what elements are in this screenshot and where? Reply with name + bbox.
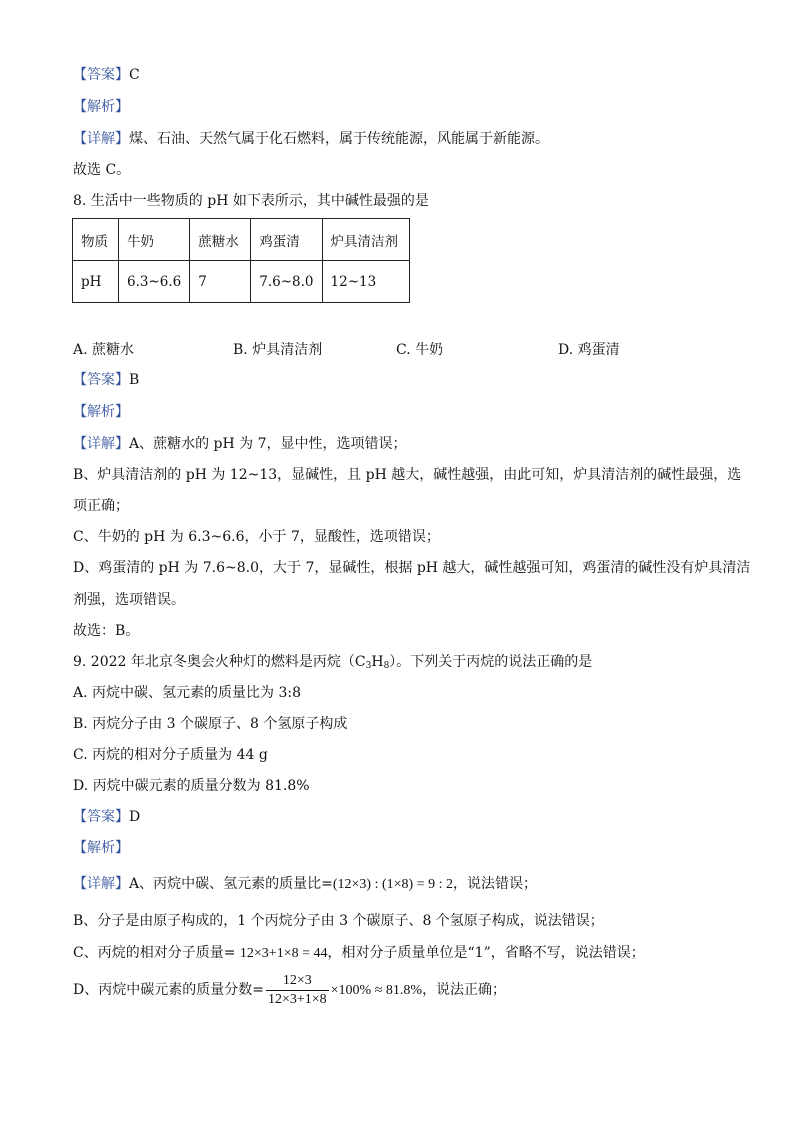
detail-line-q9-b: B、分子是由原子构成的，1 个丙烷分子由 3 个碳原子、8 个氢原子构成，说法错误； [73, 913, 604, 929]
detail-text: ，说法错误； [452, 876, 537, 892]
analysis-label: 【解析】 [73, 404, 129, 420]
detail-text: 煤、石油、天然气属于化石燃料，属于传统能源，风能属于新能源。 [129, 131, 549, 147]
detail-line-q9-a [73, 874, 537, 895]
detail-text: ，相对分子质量单位是“1”，省略不写，说法错误； [327, 945, 645, 961]
detail-label: 【详解】 [73, 436, 129, 452]
formula: ×100% ≈ 81.8% [330, 983, 423, 998]
detail-line-q9-d [73, 970, 506, 1011]
table-cell: 蔗糖水 [190, 219, 251, 261]
detail-line-q8-d: D、鸡蛋清的 pH 为 7.6~8.0，大于 7，显碱性，根据 pH 越大，碱性越强可知，鸡蛋清的碱性没有炉具清洁 [73, 560, 751, 576]
stem-text: H [371, 654, 384, 670]
answer-value: D [129, 809, 141, 825]
ph-table [72, 218, 410, 303]
detail-text: A、蔗糖水的 pH 为 7，显中性，选项错误； [129, 436, 407, 452]
answer-label: 【答案】 [73, 372, 129, 388]
table-header-row [73, 219, 410, 261]
fraction-numerator: 12×3 [266, 972, 329, 991]
table-cell: pH [73, 261, 119, 303]
table-cell: 7 [190, 261, 251, 303]
stem-text: ）。下列关于丙烷的说法正确的是 [389, 654, 593, 670]
fraction-denominator: 12×3+1×8 [267, 991, 327, 1007]
answer-line-q9 [73, 807, 140, 827]
detail-line-q9-c [73, 943, 645, 964]
detail-line-q8-c: C、牛奶的 pH 为 6.3~6.6，小于 7，显酸性，选项错误； [73, 529, 440, 545]
answer-line-q8 [73, 370, 139, 390]
q9-option-a: A. 丙烷中碳、氢元素的质量比为 3:8 [73, 685, 301, 701]
detail-label: 【详解】 [73, 131, 129, 147]
option-b: B. 炉具清洁剂 [233, 342, 323, 358]
subscript: 3 [365, 661, 372, 671]
answer-value: C [129, 67, 140, 83]
table-cell: 炉具清洁剂 [322, 219, 409, 261]
table-row [73, 261, 410, 303]
detail-text: ，说法正确； [422, 982, 507, 998]
table-cell: 6.3~6.6 [119, 261, 190, 303]
answer-label: 【答案】 [73, 809, 129, 825]
table-cell: 物质 [73, 219, 119, 261]
stem-text: 9. 2022 年北京冬奥会火种灯的燃料是丙烷（C [73, 654, 366, 670]
detail-line-q8-a [73, 434, 407, 454]
detail-label: 【详解】 [73, 876, 129, 892]
detail-text: D、丙烷中碳元素的质量分数= [73, 982, 264, 998]
table-cell: 牛奶 [119, 219, 190, 261]
conclusion-q8: 故选：B。 [73, 623, 140, 639]
detail-line-q8-b: B、炉具清洁剂的 pH 为 12~13，显碱性，且 pH 越大，碱性越强，由此可知，炉具清洁剂的碱性最强，选 [73, 467, 742, 483]
answer-line-q7 [73, 65, 140, 85]
detail-text: A、丙烷中碳、氢元素的质量比= [129, 876, 333, 892]
detail-line-q7 [73, 129, 549, 149]
option-d: D. 鸡蛋清 [558, 342, 620, 358]
conclusion-q7: 故选 C。 [73, 162, 131, 178]
q9-option-d: D. 丙烷中碳元素的质量分数为 81.8% [73, 778, 310, 794]
q9-option-c: C. 丙烷的相对分子质量为 44 g [73, 747, 268, 763]
table-cell: 鸡蛋清 [251, 219, 322, 261]
question-9-stem [73, 652, 592, 676]
answer-value: B [129, 372, 140, 388]
analysis-label: 【解析】 [73, 840, 129, 856]
fraction [266, 972, 329, 1009]
q9-option-b: B. 丙烷分子由 3 个碳原子、8 个氢原子构成 [73, 716, 348, 732]
subscript: 8 [383, 661, 390, 671]
table-cell: 12~13 [322, 261, 409, 303]
option-c: C. 牛奶 [396, 342, 444, 358]
detail-line-q8-b-cont: 项正确； [73, 498, 129, 514]
question-8-stem: 8. 生活中一些物质的 pH 如下表所示，其中碱性最强的是 [73, 193, 429, 209]
option-a: A. 蔗糖水 [73, 342, 135, 358]
detail-text: C、丙烷的相对分子质量= [73, 945, 240, 961]
table-cell: 7.6~8.0 [251, 261, 322, 303]
answer-label: 【答案】 [73, 67, 129, 83]
analysis-label: 【解析】 [73, 99, 129, 115]
formula: (12×3) : (1×8) = 9 : 2 [332, 877, 453, 892]
detail-line-q8-d-cont: 剂强，选项错误。 [73, 592, 185, 608]
formula: 12×3+1×8 = 44 [239, 946, 328, 961]
